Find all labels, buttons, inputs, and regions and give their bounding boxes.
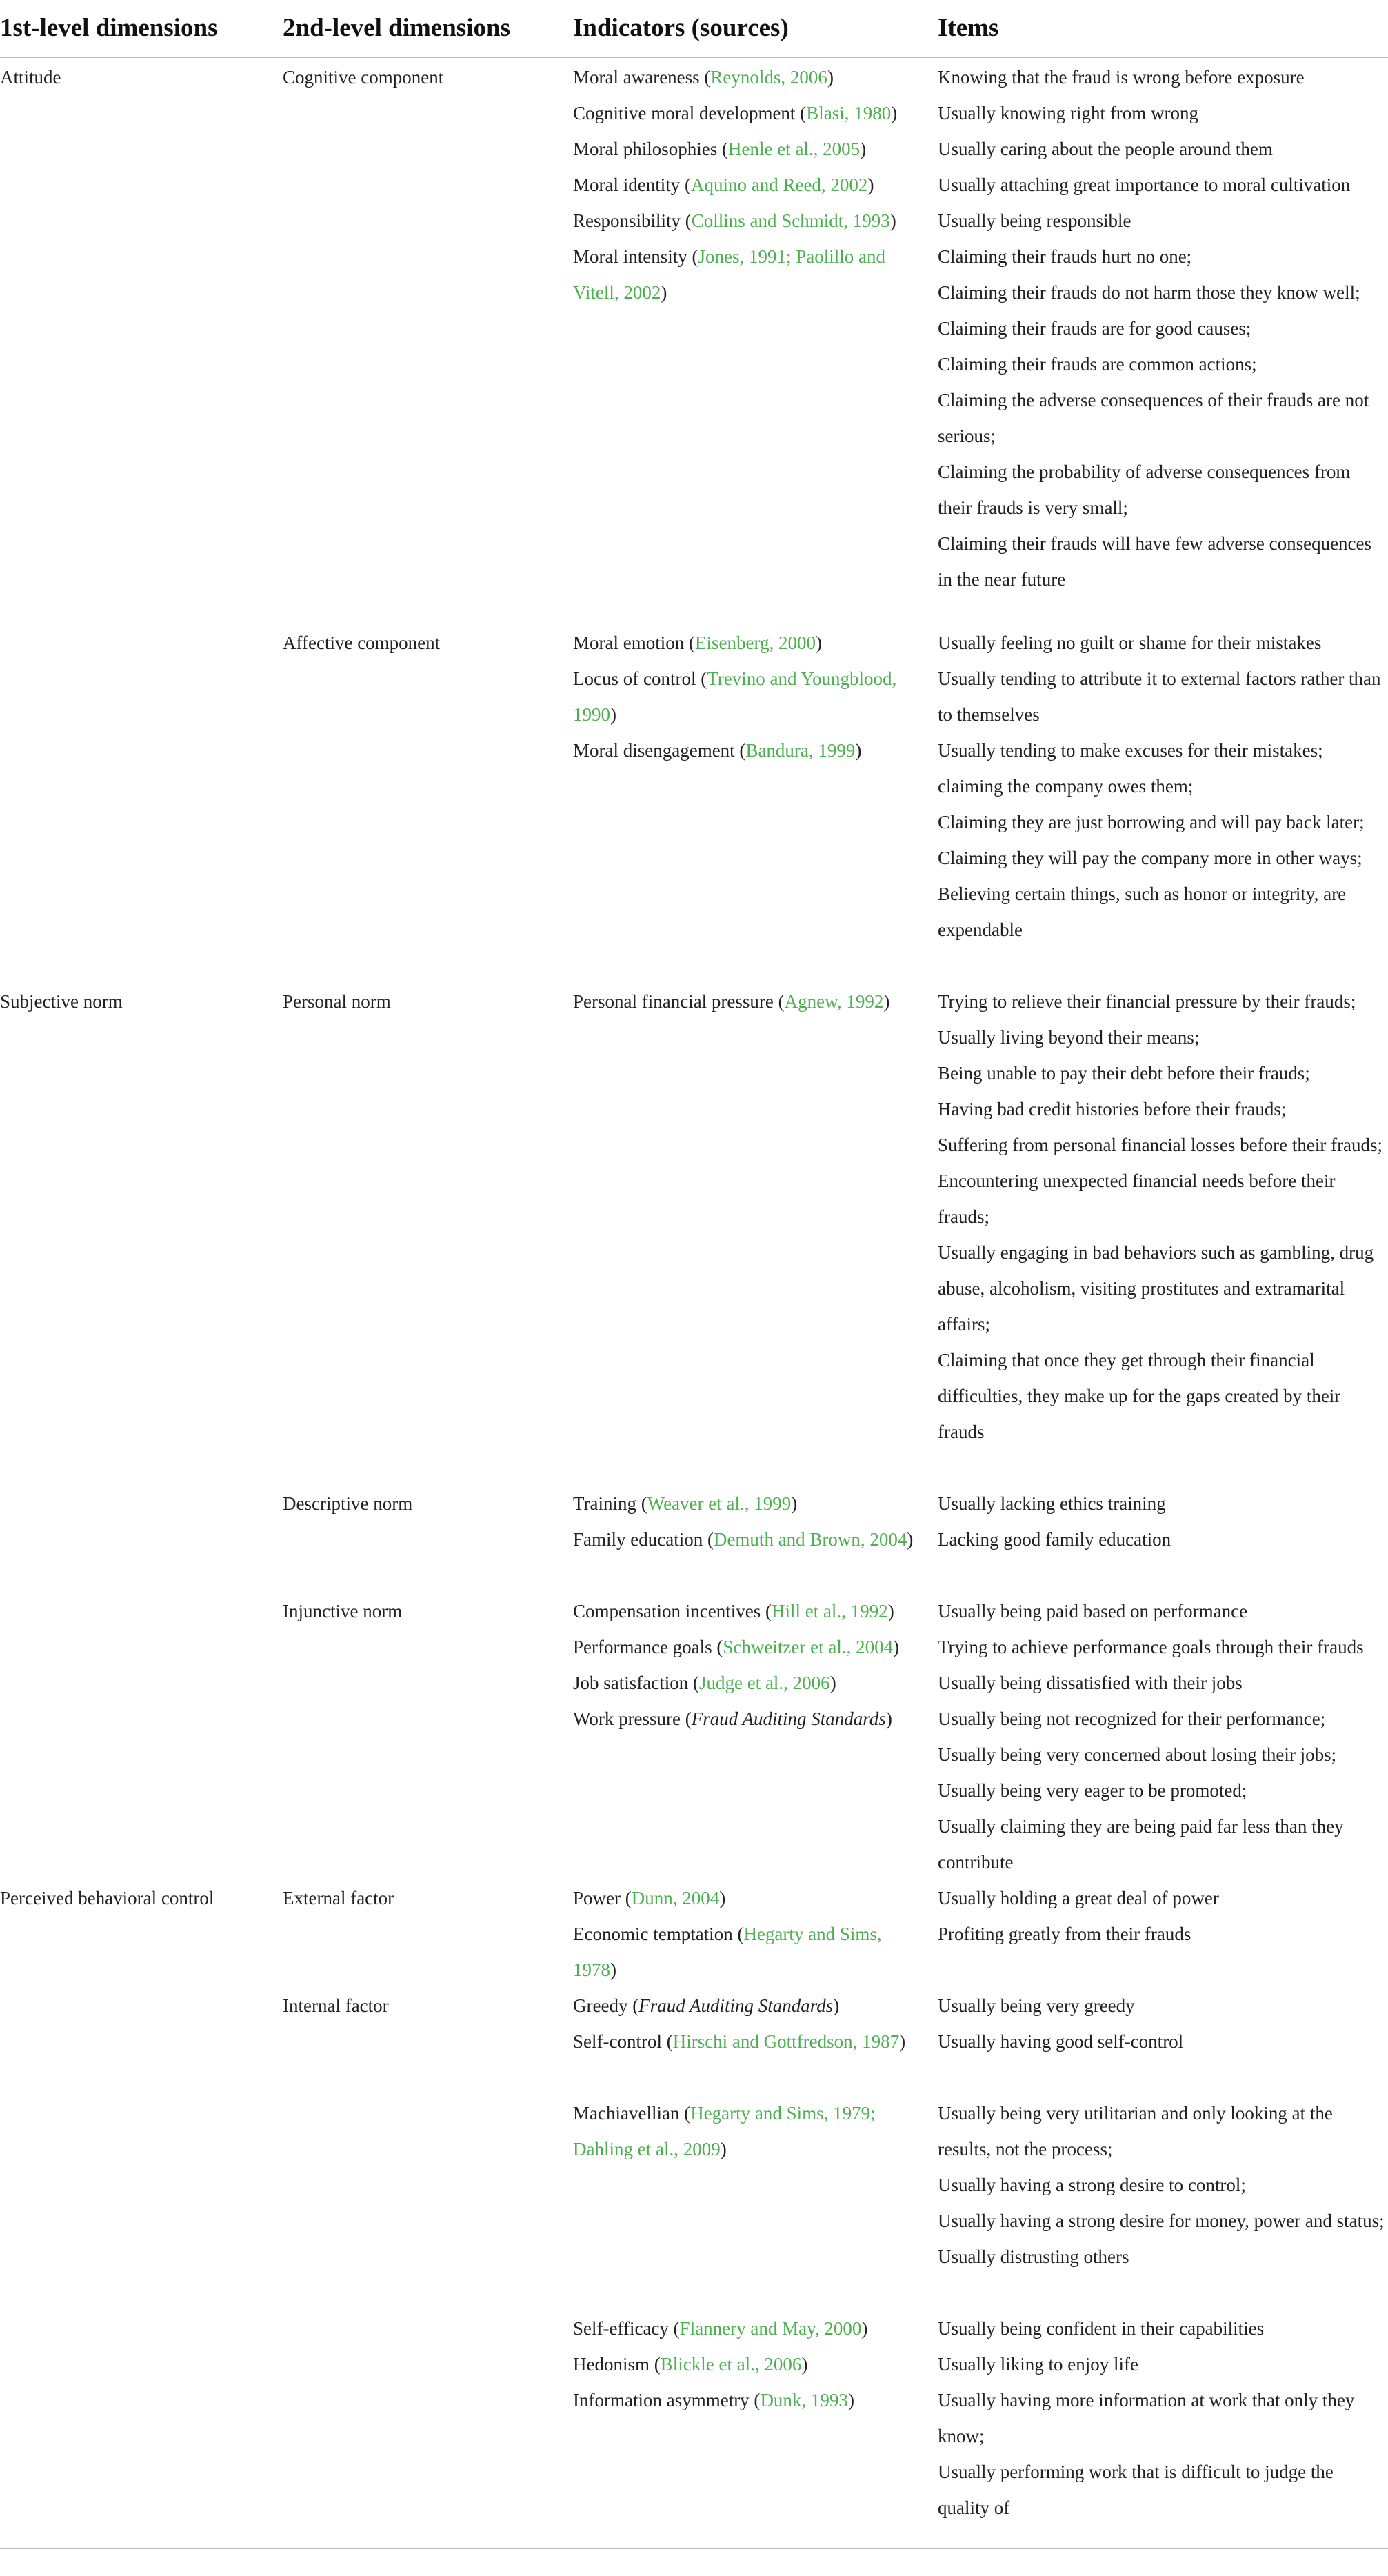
indicator-name: Locus of control ( bbox=[573, 668, 707, 689]
item-text: Usually feeling no guilt or shame for their mistakes bbox=[938, 632, 1322, 653]
indicator-close: ) bbox=[847, 2390, 854, 2410]
indicator bbox=[573, 661, 925, 732]
indicator-name: Moral emotion ( bbox=[573, 632, 695, 653]
source-citation-link[interactable]: Agnew, 1992 bbox=[784, 991, 884, 1012]
item-text: Lacking good family education bbox=[938, 1529, 1171, 1550]
second-level-dimension: Cognitive component bbox=[283, 67, 444, 88]
items-cell bbox=[938, 167, 1386, 203]
indicator bbox=[573, 1880, 925, 1916]
indicator-name: Greedy ( bbox=[573, 1995, 639, 2016]
indicator-name: Moral philosophies ( bbox=[573, 139, 728, 159]
first-level-dimension: Attitude bbox=[0, 67, 61, 88]
item-text: Usually being very eager to be promoted; bbox=[938, 1780, 1247, 1801]
indicator bbox=[573, 59, 925, 95]
indicator-name: Compensation incentives ( bbox=[573, 1601, 772, 1621]
indicator-close: ) bbox=[815, 632, 822, 653]
item-text: Claiming their frauds are common actions; bbox=[938, 354, 1257, 375]
indicator-close: ) bbox=[661, 282, 667, 303]
indicator bbox=[573, 131, 925, 167]
indicator-name: Hedonism ( bbox=[573, 2354, 661, 2375]
items-cell bbox=[938, 1880, 1386, 1916]
first-level-dimension: Perceived behavioral control bbox=[0, 1888, 214, 1908]
item-text: Usually being very utilitarian and only looking at the results, not the process; bbox=[938, 2103, 1333, 2159]
items-cell bbox=[938, 2310, 1386, 2346]
item-text: Usually being very greedy bbox=[938, 1995, 1135, 2016]
indicator-close: ) bbox=[610, 704, 616, 725]
indicator-name: Moral disengagement ( bbox=[573, 740, 746, 761]
items-cell bbox=[938, 732, 1386, 948]
item-text: Usually having more information at work that only they know; bbox=[938, 2390, 1355, 2446]
source-citation-link[interactable]: Dunk, 1993 bbox=[760, 2390, 848, 2410]
items-cell bbox=[938, 1701, 1386, 1880]
source-citation-link[interactable]: Demuth and Brown, 2004 bbox=[713, 1529, 907, 1550]
source-citation-link[interactable]: Hill et al., 1992 bbox=[771, 1601, 888, 1621]
item-text: Claiming their frauds do not harm those they know well; bbox=[938, 282, 1360, 303]
source-citation-link[interactable]: Collins and Schmidt, 1993 bbox=[691, 210, 890, 231]
item-text: Claiming the probability of adverse consequences from their frauds is very small; bbox=[938, 461, 1351, 518]
items-cell bbox=[938, 59, 1386, 95]
item-text: Usually being very concerned about losing their jobs; bbox=[938, 1744, 1337, 1765]
source-citation-link[interactable]: Judge et al., 2006 bbox=[698, 1673, 830, 1693]
item-text: Being unable to pay their debt before their frauds; bbox=[938, 1063, 1310, 1084]
indicator bbox=[573, 1593, 925, 1629]
items-cell bbox=[938, 2095, 1386, 2275]
source-citation-link[interactable]: Weaver et al., 1999 bbox=[647, 1493, 792, 1514]
items-cell bbox=[938, 2346, 1386, 2382]
indicator bbox=[573, 203, 925, 239]
indicator bbox=[573, 1916, 925, 1988]
item-text: Usually being not recognized for their performance; bbox=[938, 1708, 1326, 1729]
indicator bbox=[573, 625, 925, 661]
second-level-dimension: Personal norm bbox=[283, 991, 391, 1012]
second-level-dimension: Affective component bbox=[283, 632, 441, 653]
indicator bbox=[573, 2382, 925, 2418]
item-text: Usually knowing right from wrong bbox=[938, 103, 1198, 123]
indicator-close: ) bbox=[801, 2354, 808, 2375]
source-citation-link[interactable]: Aquino and Reed, 2002 bbox=[690, 174, 868, 195]
item-text: Usually having a strong desire for money, power and status; bbox=[938, 2210, 1385, 2231]
header-items: Items bbox=[938, 14, 999, 42]
item-text: Usually performing work that is difficult to judge the quality of bbox=[938, 2462, 1334, 2518]
indicator bbox=[573, 1665, 925, 1701]
source-citation-link[interactable]: Blasi, 1980 bbox=[806, 103, 892, 123]
indicator-close: ) bbox=[829, 1673, 836, 1693]
indicator-name: Responsibility ( bbox=[573, 210, 692, 231]
indicator-close: ) bbox=[827, 67, 834, 88]
indicator-close: ) bbox=[867, 174, 874, 195]
items-cell bbox=[938, 1486, 1386, 1521]
source-citation-link[interactable]: Hegarty and Sims, 1978 bbox=[573, 1924, 882, 1980]
indicator-name: Power ( bbox=[573, 1888, 632, 1908]
indicator-name: Information asymmetry ( bbox=[573, 2390, 761, 2410]
indicator bbox=[573, 167, 925, 203]
item-text: Usually being dissatisfied with their jobs bbox=[938, 1673, 1243, 1693]
item-text: Usually being paid based on performance bbox=[938, 1601, 1248, 1621]
indicator-name: Family education ( bbox=[573, 1529, 714, 1550]
source-citation-link[interactable]: Schweitzer et al., 2004 bbox=[723, 1637, 894, 1657]
indicator bbox=[573, 1629, 925, 1665]
indicator-name: Performance goals ( bbox=[573, 1637, 723, 1657]
items-cell bbox=[938, 1916, 1386, 1952]
item-text: Claiming their frauds are for good causes; bbox=[938, 318, 1251, 339]
item-text: Usually liking to enjoy life bbox=[938, 2354, 1138, 2375]
indicator-name: Self-control ( bbox=[573, 2031, 673, 2052]
indicator-name: Personal financial pressure ( bbox=[573, 991, 785, 1012]
header-2nd-level: 2nd-level dimensions bbox=[283, 14, 510, 42]
items-cell bbox=[938, 239, 1386, 597]
indicator-name: Job satisfaction ( bbox=[573, 1673, 699, 1693]
source-citation-link[interactable]: Trevino and Youngblood, 1990 bbox=[573, 668, 897, 725]
indicator-name: Moral identity ( bbox=[573, 174, 691, 195]
second-level-dimension: Injunctive norm bbox=[283, 1601, 403, 1621]
item-text: Usually having good self-control bbox=[938, 2031, 1184, 2052]
indicator bbox=[573, 95, 925, 131]
items-cell bbox=[938, 1593, 1386, 1629]
indicator bbox=[573, 2346, 925, 2382]
indicator-name: Moral intensity ( bbox=[573, 246, 698, 267]
indicator-close: ) bbox=[719, 1888, 726, 1908]
indicator-name: Machiavellian ( bbox=[573, 2103, 691, 2124]
item-text: Having bad credit histories before their frauds; bbox=[938, 1099, 1287, 1119]
indicator-name: Self-efficacy ( bbox=[573, 2318, 680, 2339]
source-citation-link[interactable]: Dunn, 2004 bbox=[631, 1888, 720, 1908]
item-text: Usually claiming they are being paid far less than they contribute bbox=[938, 1816, 1344, 1873]
item-text: Usually holding a great deal of power bbox=[938, 1888, 1219, 1908]
source-standard: Fraud Auditing Standards bbox=[691, 1708, 886, 1729]
indicator bbox=[573, 732, 925, 768]
indicator bbox=[573, 2310, 925, 2346]
item-text: Usually engaging in bad behaviors such as gambling, drug abuse, alcoholism, visiting prostitutes and extramarital affairs; bbox=[938, 1242, 1374, 1335]
indicator-close: ) bbox=[889, 210, 896, 231]
item-text: Profiting greatly from their frauds bbox=[938, 1924, 1191, 1944]
items-cell bbox=[938, 1629, 1386, 1665]
indicator-close: ) bbox=[891, 103, 898, 123]
item-text: Usually caring about the people around them bbox=[938, 139, 1273, 159]
items-cell bbox=[938, 984, 1386, 1450]
indicator-name: Cognitive moral development ( bbox=[573, 103, 807, 123]
indicator-close: ) bbox=[883, 991, 890, 1012]
item-text: claiming the company owes them; bbox=[938, 776, 1194, 797]
items-cell bbox=[938, 661, 1386, 732]
items-cell bbox=[938, 2382, 1386, 2526]
item-text: Trying to achieve performance goals through their frauds bbox=[938, 1637, 1364, 1657]
item-text: Knowing that the fraud is wrong before exposure bbox=[938, 67, 1305, 88]
first-level-dimension: Subjective norm bbox=[0, 991, 123, 1012]
item-text: Usually tending to attribute it to external factors rather than to themselves bbox=[938, 668, 1381, 725]
indicator bbox=[573, 1701, 925, 1737]
item-text: Claiming they will pay the company more in other ways; bbox=[938, 848, 1362, 868]
indicator-close: ) bbox=[885, 1708, 892, 1729]
indicator-close: ) bbox=[860, 139, 867, 159]
indicator-close: ) bbox=[791, 1493, 798, 1514]
indicator-close: ) bbox=[855, 740, 862, 761]
source-citation-link[interactable]: Hirschi and Gottfredson, 1987 bbox=[672, 2031, 900, 2052]
source-citation-link[interactable]: Bandura, 1999 bbox=[745, 740, 856, 761]
item-text: Usually attaching great importance to moral cultivation bbox=[938, 174, 1351, 195]
second-level-dimension: External factor bbox=[283, 1888, 394, 1908]
table-bottom-rule bbox=[0, 2548, 1388, 2549]
indicator-close: ) bbox=[833, 1995, 840, 2016]
item-text: Claiming the adverse consequences of their frauds are not serious; bbox=[938, 390, 1369, 446]
item-text: Usually distrusting others bbox=[938, 2246, 1129, 2267]
items-cell bbox=[938, 1521, 1386, 1557]
indicator bbox=[573, 2024, 925, 2059]
table-header bbox=[0, 0, 1388, 58]
item-text: Believing certain things, such as honor or integrity, are expendable bbox=[938, 883, 1347, 940]
item-text: Usually living beyond their means; bbox=[938, 1027, 1200, 1048]
source-citation-link[interactable]: Eisenberg, 2000 bbox=[694, 632, 816, 653]
source-citation-link[interactable]: Hegarty and Sims, 1979; Dahling et al., 2009 bbox=[573, 2103, 876, 2159]
indicator bbox=[573, 984, 925, 1019]
indicator bbox=[573, 1486, 925, 1521]
source-standard: Fraud Auditing Standards bbox=[638, 1995, 834, 2016]
items-cell bbox=[938, 131, 1386, 167]
item-text: Claiming their frauds will have few adverse consequences in the near future bbox=[938, 533, 1372, 590]
indicator-name: Economic temptation ( bbox=[573, 1924, 744, 1944]
indicator-name: Work pressure ( bbox=[573, 1708, 692, 1729]
indicator bbox=[573, 2095, 925, 2167]
item-text: Encountering unexpected financial needs before their frauds; bbox=[938, 1170, 1336, 1227]
item-text: Usually lacking ethics training bbox=[938, 1493, 1166, 1514]
header-1st-level: 1st-level dimensions bbox=[0, 14, 218, 42]
items-cell bbox=[938, 203, 1386, 239]
indicator-close: ) bbox=[899, 2031, 906, 2052]
header-indicators: Indicators (sources) bbox=[573, 14, 789, 42]
second-level-dimension: Internal factor bbox=[283, 1995, 389, 2016]
indicator-close: ) bbox=[861, 2318, 868, 2339]
item-text: Usually being responsible bbox=[938, 210, 1131, 231]
indicator-close: ) bbox=[720, 2139, 727, 2159]
indicator bbox=[573, 1521, 925, 1557]
item-text: Claiming they are just borrowing and will pay back later; bbox=[938, 812, 1365, 832]
items-cell bbox=[938, 95, 1386, 131]
indicator-close: ) bbox=[887, 1601, 894, 1621]
source-citation-link[interactable]: Blickle et al., 2006 bbox=[660, 2354, 802, 2375]
item-text: Claiming their frauds hurt no one; bbox=[938, 246, 1192, 267]
source-citation-link[interactable]: Flannery and May, 2000 bbox=[679, 2318, 862, 2339]
items-cell bbox=[938, 2024, 1386, 2059]
source-citation-link[interactable]: Henle et al., 2005 bbox=[727, 139, 861, 159]
items-cell bbox=[938, 625, 1386, 661]
source-citation-link[interactable]: Jones, 1991; Paolillo and Vitell, 2002 bbox=[573, 246, 885, 303]
indicator bbox=[573, 239, 925, 310]
item-text: Trying to relieve their financial pressure by their frauds; bbox=[938, 991, 1356, 1012]
item-text: Usually being confident in their capabilities bbox=[938, 2318, 1265, 2339]
item-text: Usually tending to make excuses for their mistakes; bbox=[938, 740, 1323, 761]
items-cell bbox=[938, 1665, 1386, 1701]
items-cell bbox=[938, 1988, 1386, 2024]
indicator bbox=[573, 1988, 925, 2024]
item-text: Usually having a strong desire to control; bbox=[938, 2175, 1246, 2195]
indicator-name: Moral awareness ( bbox=[573, 67, 711, 88]
indicator-close: ) bbox=[610, 1959, 616, 1980]
indicator-close: ) bbox=[907, 1529, 914, 1550]
indicator-close: ) bbox=[893, 1637, 900, 1657]
second-level-dimension: Descriptive norm bbox=[283, 1493, 413, 1514]
item-text: Claiming that once they get through their financial difficulties, they make up for the gaps created by their frauds bbox=[938, 1350, 1341, 1442]
source-citation-link[interactable]: Reynolds, 2006 bbox=[710, 67, 827, 88]
item-text: Suffering from personal financial losses before their frauds; bbox=[938, 1135, 1383, 1155]
indicator-name: Training ( bbox=[573, 1493, 647, 1514]
